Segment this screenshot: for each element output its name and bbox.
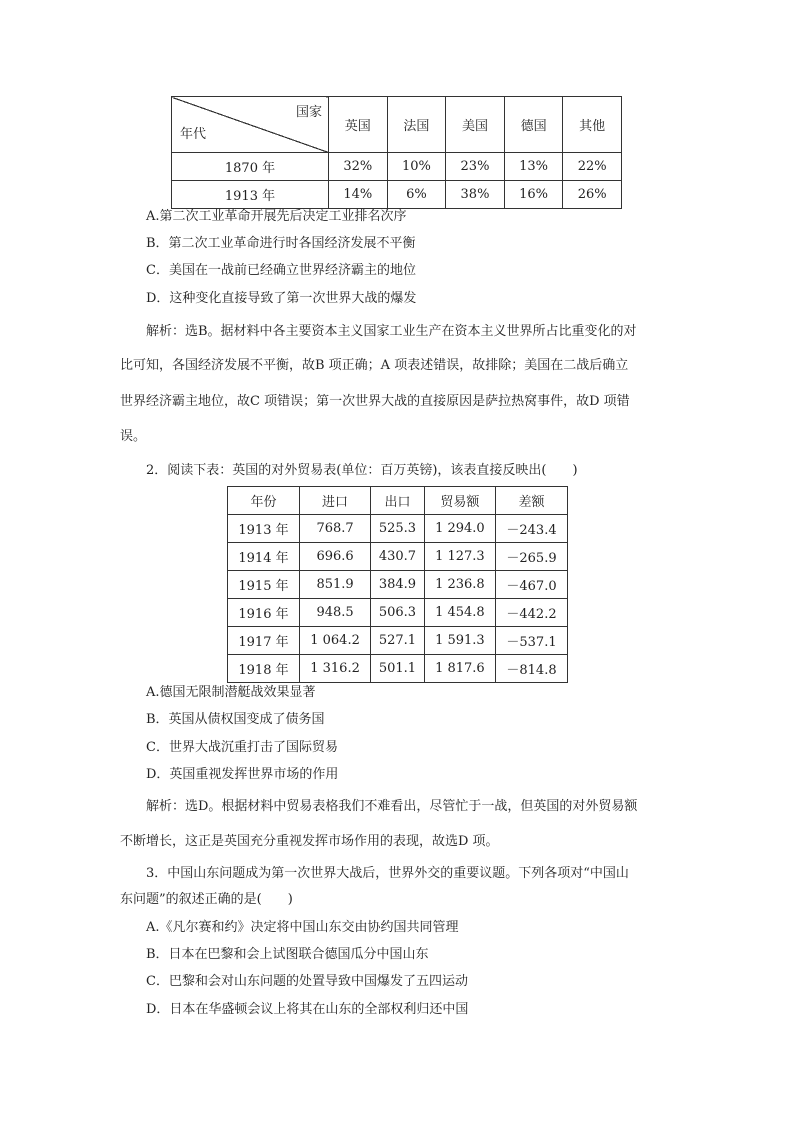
table-header-row (172, 97, 622, 153)
table-cell: 26% (563, 181, 622, 209)
q3-stem-line: 东问题”的叙述正确的是( ) (120, 892, 293, 907)
q1-analysis-line: 比可知，各国经济发展不平衡，故B 项正确；A 项表述错误，故排除；美国在二战后确立 (120, 358, 629, 373)
table-cell: 527.1 (371, 627, 425, 655)
header-country-label: 国家 (295, 105, 322, 120)
q1-analysis-line: 世界经济霸主地位，故C 项错误；第一次世界大战的直接原因是萨拉热窝事件，故D 项错 (120, 394, 630, 409)
column-header: 出口 (371, 487, 425, 515)
table-cell: 501.1 (371, 655, 425, 683)
q1-analysis-line: 误。 (120, 429, 147, 444)
q3-option-a: A.《凡尔赛和约》决定将中国山东交由协约国共同管理 (146, 920, 459, 935)
table-cell: 768.7 (299, 515, 370, 543)
q2-analysis-line: 不断增长，这正是英国充分重视发挥市场作用的表现，故选D 项。 (120, 834, 499, 849)
table-row (172, 153, 622, 181)
table-cell: 1 064.2 (299, 627, 370, 655)
table-cell: 1 591.3 (424, 627, 495, 655)
table-cell: －467.0 (495, 571, 567, 599)
table-cell: 1917 年 (228, 627, 300, 655)
column-header: 贸易额 (424, 487, 495, 515)
year-cell: 1913 年 (172, 181, 329, 209)
table-cell: 10% (387, 153, 446, 181)
table-cell: 506.3 (371, 599, 425, 627)
table-cell: －537.1 (495, 627, 567, 655)
table-cell: 23% (446, 153, 505, 181)
q2-option-a: A.德国无限制潜艇战效果显著 (146, 685, 316, 700)
table-row (228, 599, 568, 627)
table-cell: 1 236.8 (424, 571, 495, 599)
year-cell: 1870 年 (172, 153, 329, 181)
header-era-label: 年代 (180, 127, 207, 142)
q2-option-d: D．英国重视发挥世界市场的作用 (146, 767, 339, 782)
q2-option-c: C．世界大战沉重打击了国际贸易 (146, 740, 338, 755)
table-cell: 32% (329, 153, 388, 181)
column-header: 进口 (299, 487, 370, 515)
q1-option-c: C．美国在一战前已经确立世界经济霸主的地位 (146, 263, 416, 278)
column-header: 美国 (446, 97, 505, 153)
q2-analysis-line: 解析：选D。根据材料中贸易表格我们不难看出，尽管忙于一战，但英国的对外贸易额 (146, 799, 638, 814)
table-cell: 1915 年 (228, 571, 300, 599)
q1-analysis-line: 解析：选B。据材料中各主要资本主义国家工业生产在资本主义世界所占比重变化的对 (146, 324, 637, 339)
table-cell: －442.2 (495, 599, 567, 627)
table-header-row (228, 487, 568, 515)
industry-share-table (171, 96, 622, 209)
column-header: 英国 (329, 97, 388, 153)
column-header: 年份 (228, 487, 300, 515)
table-cell: －265.9 (495, 543, 567, 571)
column-header: 法国 (387, 97, 446, 153)
table-cell: 14% (329, 181, 388, 209)
table-cell: 13% (504, 153, 563, 181)
table-row (228, 655, 568, 683)
table-cell: －814.8 (495, 655, 567, 683)
column-header: 德国 (504, 97, 563, 153)
q3-option-d: D．日本在华盛顿会议上将其在山东的全部权利归还中国 (146, 1002, 469, 1017)
q2-option-b: B．英国从债权国变成了债务国 (146, 712, 325, 727)
table-cell: 1914 年 (228, 543, 300, 571)
table-cell: 1 127.3 (424, 543, 495, 571)
table-cell: 1913 年 (228, 515, 300, 543)
table-row (172, 181, 622, 209)
q1-option-a: A.第二次工业革命开展先后决定工业排名次序 (146, 209, 407, 224)
table-row (228, 627, 568, 655)
q3-option-c: C．巴黎和会对山东问题的处置导致中国爆发了五四运动 (146, 974, 468, 989)
column-header: 差额 (495, 487, 567, 515)
q1-option-d: D．这种变化直接导致了第一次世界大战的爆发 (146, 291, 417, 306)
table-cell: 6% (387, 181, 446, 209)
table-cell: 1 454.8 (424, 599, 495, 627)
table-row (228, 515, 568, 543)
table-cell: 22% (563, 153, 622, 181)
table-cell: 1 316.2 (299, 655, 370, 683)
table-cell: 948.5 (299, 599, 370, 627)
table-cell: 38% (446, 181, 505, 209)
table-cell: 16% (504, 181, 563, 209)
q3-option-b: B．日本在巴黎和会上试图联合德国瓜分中国山东 (146, 947, 429, 962)
table-row (228, 543, 568, 571)
table-cell: 1 817.6 (424, 655, 495, 683)
table-cell: 430.7 (371, 543, 425, 571)
table-cell: 851.9 (299, 571, 370, 599)
q2-stem: 2．阅读下表：英国的对外贸易表(单位：百万英镑)，该表直接反映出( ) (146, 463, 578, 478)
diagonal-header-cell (172, 97, 329, 153)
table-cell: 1916 年 (228, 599, 300, 627)
trade-table (227, 486, 568, 683)
table-cell: －243.4 (495, 515, 567, 543)
column-header: 其他 (563, 97, 622, 153)
table-cell: 525.3 (371, 515, 425, 543)
table-row (228, 571, 568, 599)
table-cell: 1 294.0 (424, 515, 495, 543)
table-cell: 384.9 (371, 571, 425, 599)
q3-stem-line: 3．中国山东问题成为第一次世界大战后，世界外交的重要议题。下列各项对“中国山 (146, 866, 629, 881)
table-cell: 696.6 (299, 543, 370, 571)
table-cell: 1918 年 (228, 655, 300, 683)
q1-option-b: B．第二次工业革命进行时各国经济发展不平衡 (146, 236, 416, 251)
